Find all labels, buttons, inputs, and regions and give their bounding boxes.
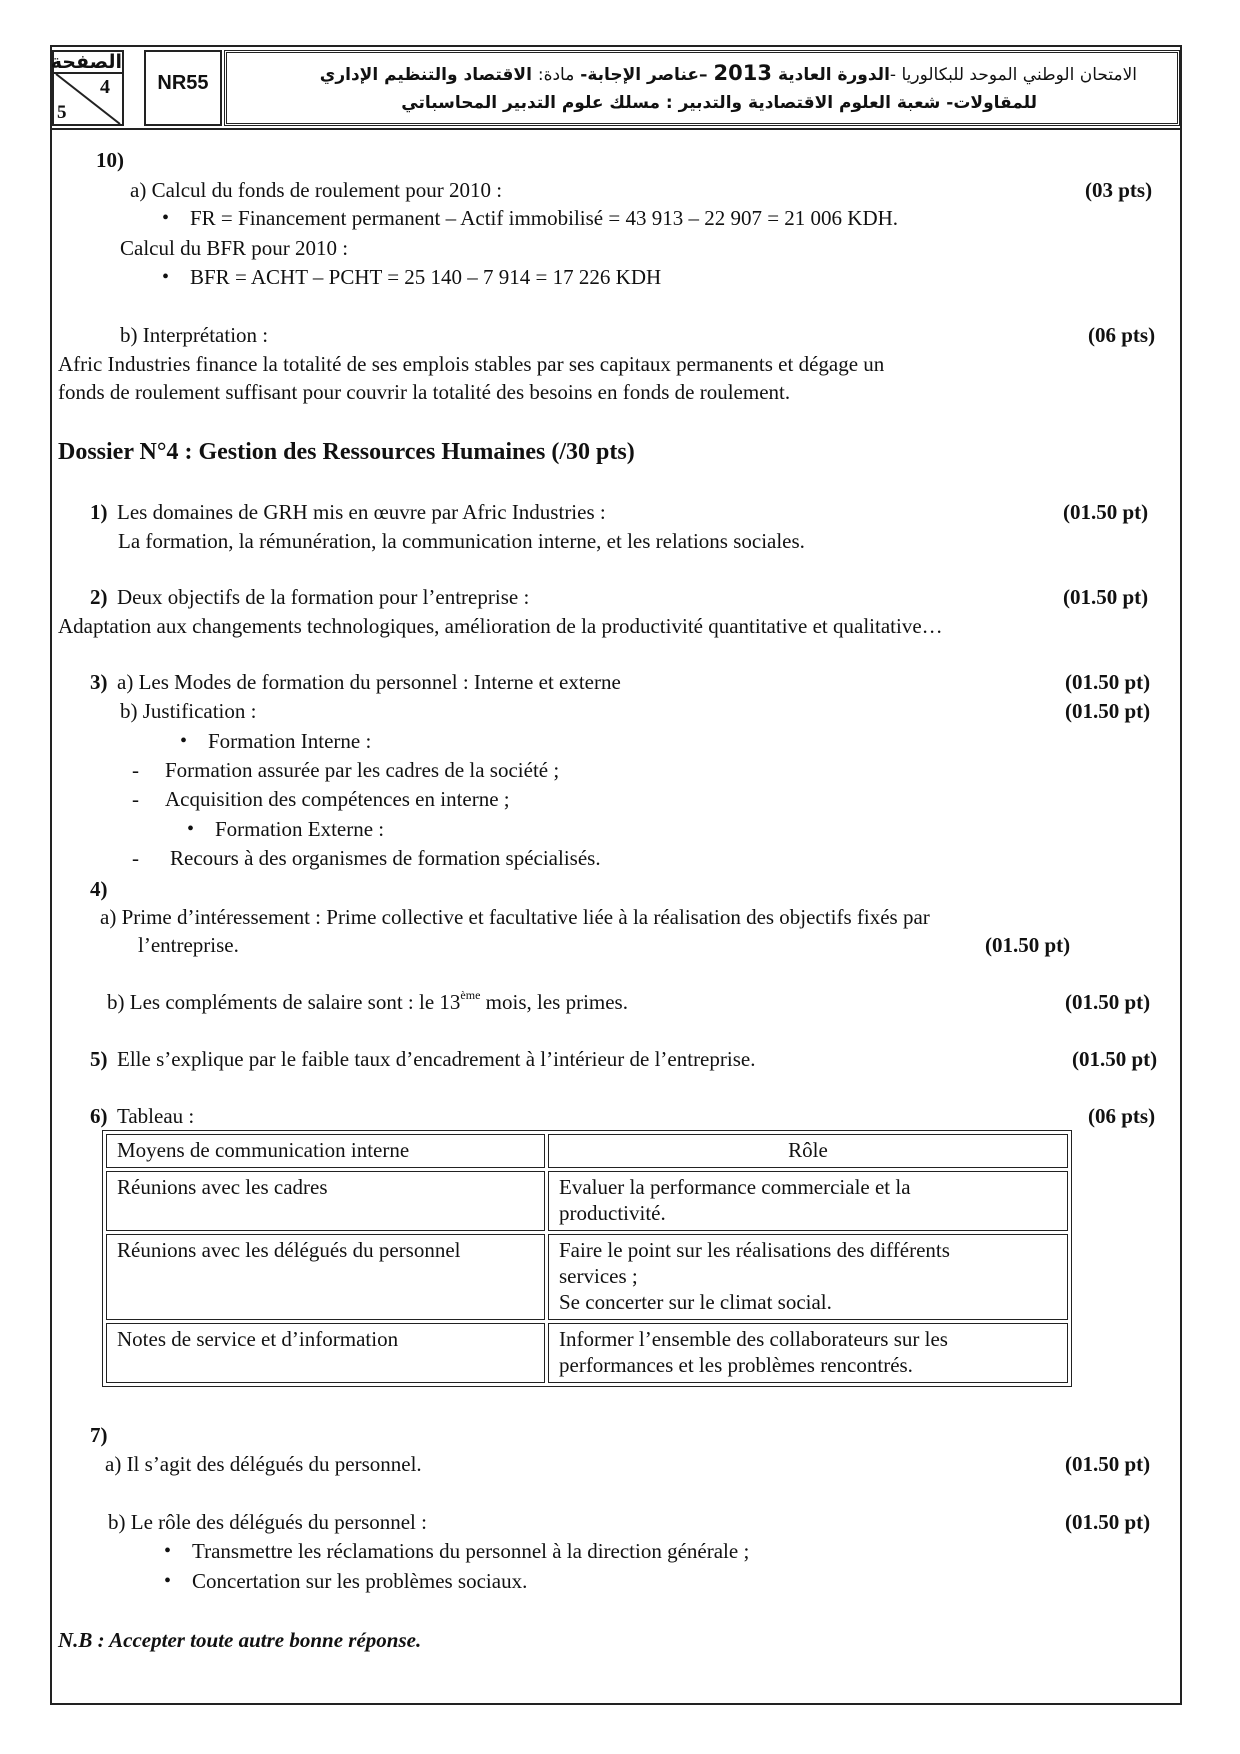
q7-b-text: b) Le rôle des délégués du personnel : [108,1510,427,1534]
q3-internal-1: Formation assurée par les cadres de la société ; [165,758,560,782]
table-cell-role: Evaluer la performance commerciale et la productivité. [548,1171,1068,1231]
q6-points: (06 pts) [1088,1104,1156,1128]
exam-title-box [224,50,1180,126]
nb-note: N.B : Accepter toute autre bonne réponse. [58,1628,422,1652]
page-number-box [52,50,124,126]
q2-text: Deux objectifs de la formation pour l’entreprise : [117,585,530,609]
exam-title-line2: للمقاولات- شعبة العلوم الاقتصادية والتدبير : مسلك علوم التدبير المحاسباتي [401,93,1037,113]
q6-text: Tableau : [117,1104,195,1128]
q4-number: 4) [90,877,108,901]
q3-external-title: • Formation Externe : [215,817,384,841]
q4-b-text: b) Les compléments de salaire sont : le 13ème mois, les primes. [107,988,628,1014]
q3-b-text: b) Justification : [120,699,257,723]
exam-year: 2013 [713,61,772,85]
q7-bullet-1: • Transmettre les réclamations du personnel à la direction générale ; [192,1539,749,1563]
table-header-moyens: Moyens de communication interne [106,1134,545,1168]
q10-a-label: a) Calcul du fonds de roulement pour 2010 : [130,178,503,202]
table-cell-moyen: Réunions avec les délégués du personnel [106,1234,545,1320]
table-cell-role: Faire le point sur les réalisations des différents services ; Se concerter sur le climat social. [548,1234,1068,1320]
q7-a-text: a) Il s’agit des délégués du personnel. [105,1452,422,1476]
q10-bfr-label: Calcul du BFR pour 2010 : [120,236,349,260]
table-header-role: Rôle [548,1134,1068,1168]
q4-b-points: (01.50 pt) [1065,990,1151,1014]
table-row [106,1171,1068,1231]
table-cell-moyen: Notes de service et d’information [106,1323,545,1383]
q10-b-points: (06 pts) [1088,323,1156,347]
q2-number: 2) [90,585,108,609]
q4-a-points: (01.50 pt) [985,933,1071,957]
q1-answer: La formation, la rémunération, la communication interne, et les relations sociales. [118,529,805,553]
q3-dash-2: - [132,787,139,811]
table-cell-role: Informer l’ensemble des collaborateurs sur les performances et les problèmes rencontrés. [548,1323,1068,1383]
q2-points: (01.50 pt) [1063,585,1149,609]
q3-dash-3: - [132,846,139,870]
q10-a-points: (03 pts) [1085,178,1153,202]
q1-text: Les domaines de GRH mis en œuvre par Afric Industries : [117,500,606,524]
q5-points: (01.50 pt) [1072,1047,1158,1071]
q10-number: 10) [96,148,124,172]
page-total: 5 [57,102,67,123]
dossier-title: Dossier N°4 : Gestion des Ressources Humaines (/30 pts) [58,439,635,465]
q10-b-line2: fonds de roulement suffisant pour couvrir la totalité des besoins en fonds de roulement. [58,380,791,404]
q10-b-line1: Afric Industries finance la totalité de ses emplois stables par ses capitaux permanents et dégage un [58,352,885,376]
table-row [106,1323,1068,1383]
q3-a-text: a) Les Modes de formation du personnel : Interne et externe [117,670,621,694]
q3-a-points: (01.50 pt) [1065,670,1151,694]
q3-number: 3) [90,670,108,694]
header-rule [50,128,1182,130]
table-row [106,1234,1068,1320]
q3-b-points: (01.50 pt) [1065,699,1151,723]
q5-number: 5) [90,1047,108,1071]
q10-bfr-formula: • BFR = ACHT – PCHT = 25 140 – 7 914 = 17 226 KDH [190,265,661,289]
q3-internal-title: • Formation Interne : [208,729,371,753]
q7-b-points: (01.50 pt) [1065,1510,1151,1534]
q6-number: 6) [90,1104,108,1128]
q7-bullet-2: • Concertation sur les problèmes sociaux. [192,1569,527,1593]
page-label: الصفحة [50,51,122,73]
communication-table [102,1130,1072,1387]
page-number: 4 [100,76,110,98]
exam-code: NR55 [144,50,222,126]
table-cell-moyen: Réunions avec les cadres [106,1171,545,1231]
q3-external-1: Recours à des organismes de formation spécialisés. [170,846,601,870]
table-header-row [106,1134,1068,1168]
q5-text: Elle s’explique par le faible taux d’encadrement à l’intérieur de l’entreprise. [117,1047,756,1071]
q7-number: 7) [90,1423,108,1447]
q4-a-line2: l’entreprise. [138,933,239,957]
q3-dash-1: - [132,758,139,782]
q4-a-line1: a) Prime d’intéressement : Prime collective et facultative liée à la réalisation des objectifs fixés par [100,905,930,929]
q3-internal-2: Acquisition des compétences en interne ; [165,787,510,811]
q2-answer: Adaptation aux changements technologiques, amélioration de la productivité quantitative et qualitative… [58,614,943,638]
q7-a-points: (01.50 pt) [1065,1452,1151,1476]
exam-title-line1: الامتحان الوطني الموحد للبكالوريا -الدورة العادية2013–عناصر الإجابة- مادة: الاقتصاد والتنظيم الإداري [319,61,1137,85]
q10-b-label: b) Interprétation : [120,323,269,347]
q1-points: (01.50 pt) [1063,500,1149,524]
q10-fr-formula: • FR = Financement permanent – Actif immobilisé = 43 913 – 22 907 = 21 006 KDH. [190,206,898,230]
q1-number: 1) [90,500,108,524]
